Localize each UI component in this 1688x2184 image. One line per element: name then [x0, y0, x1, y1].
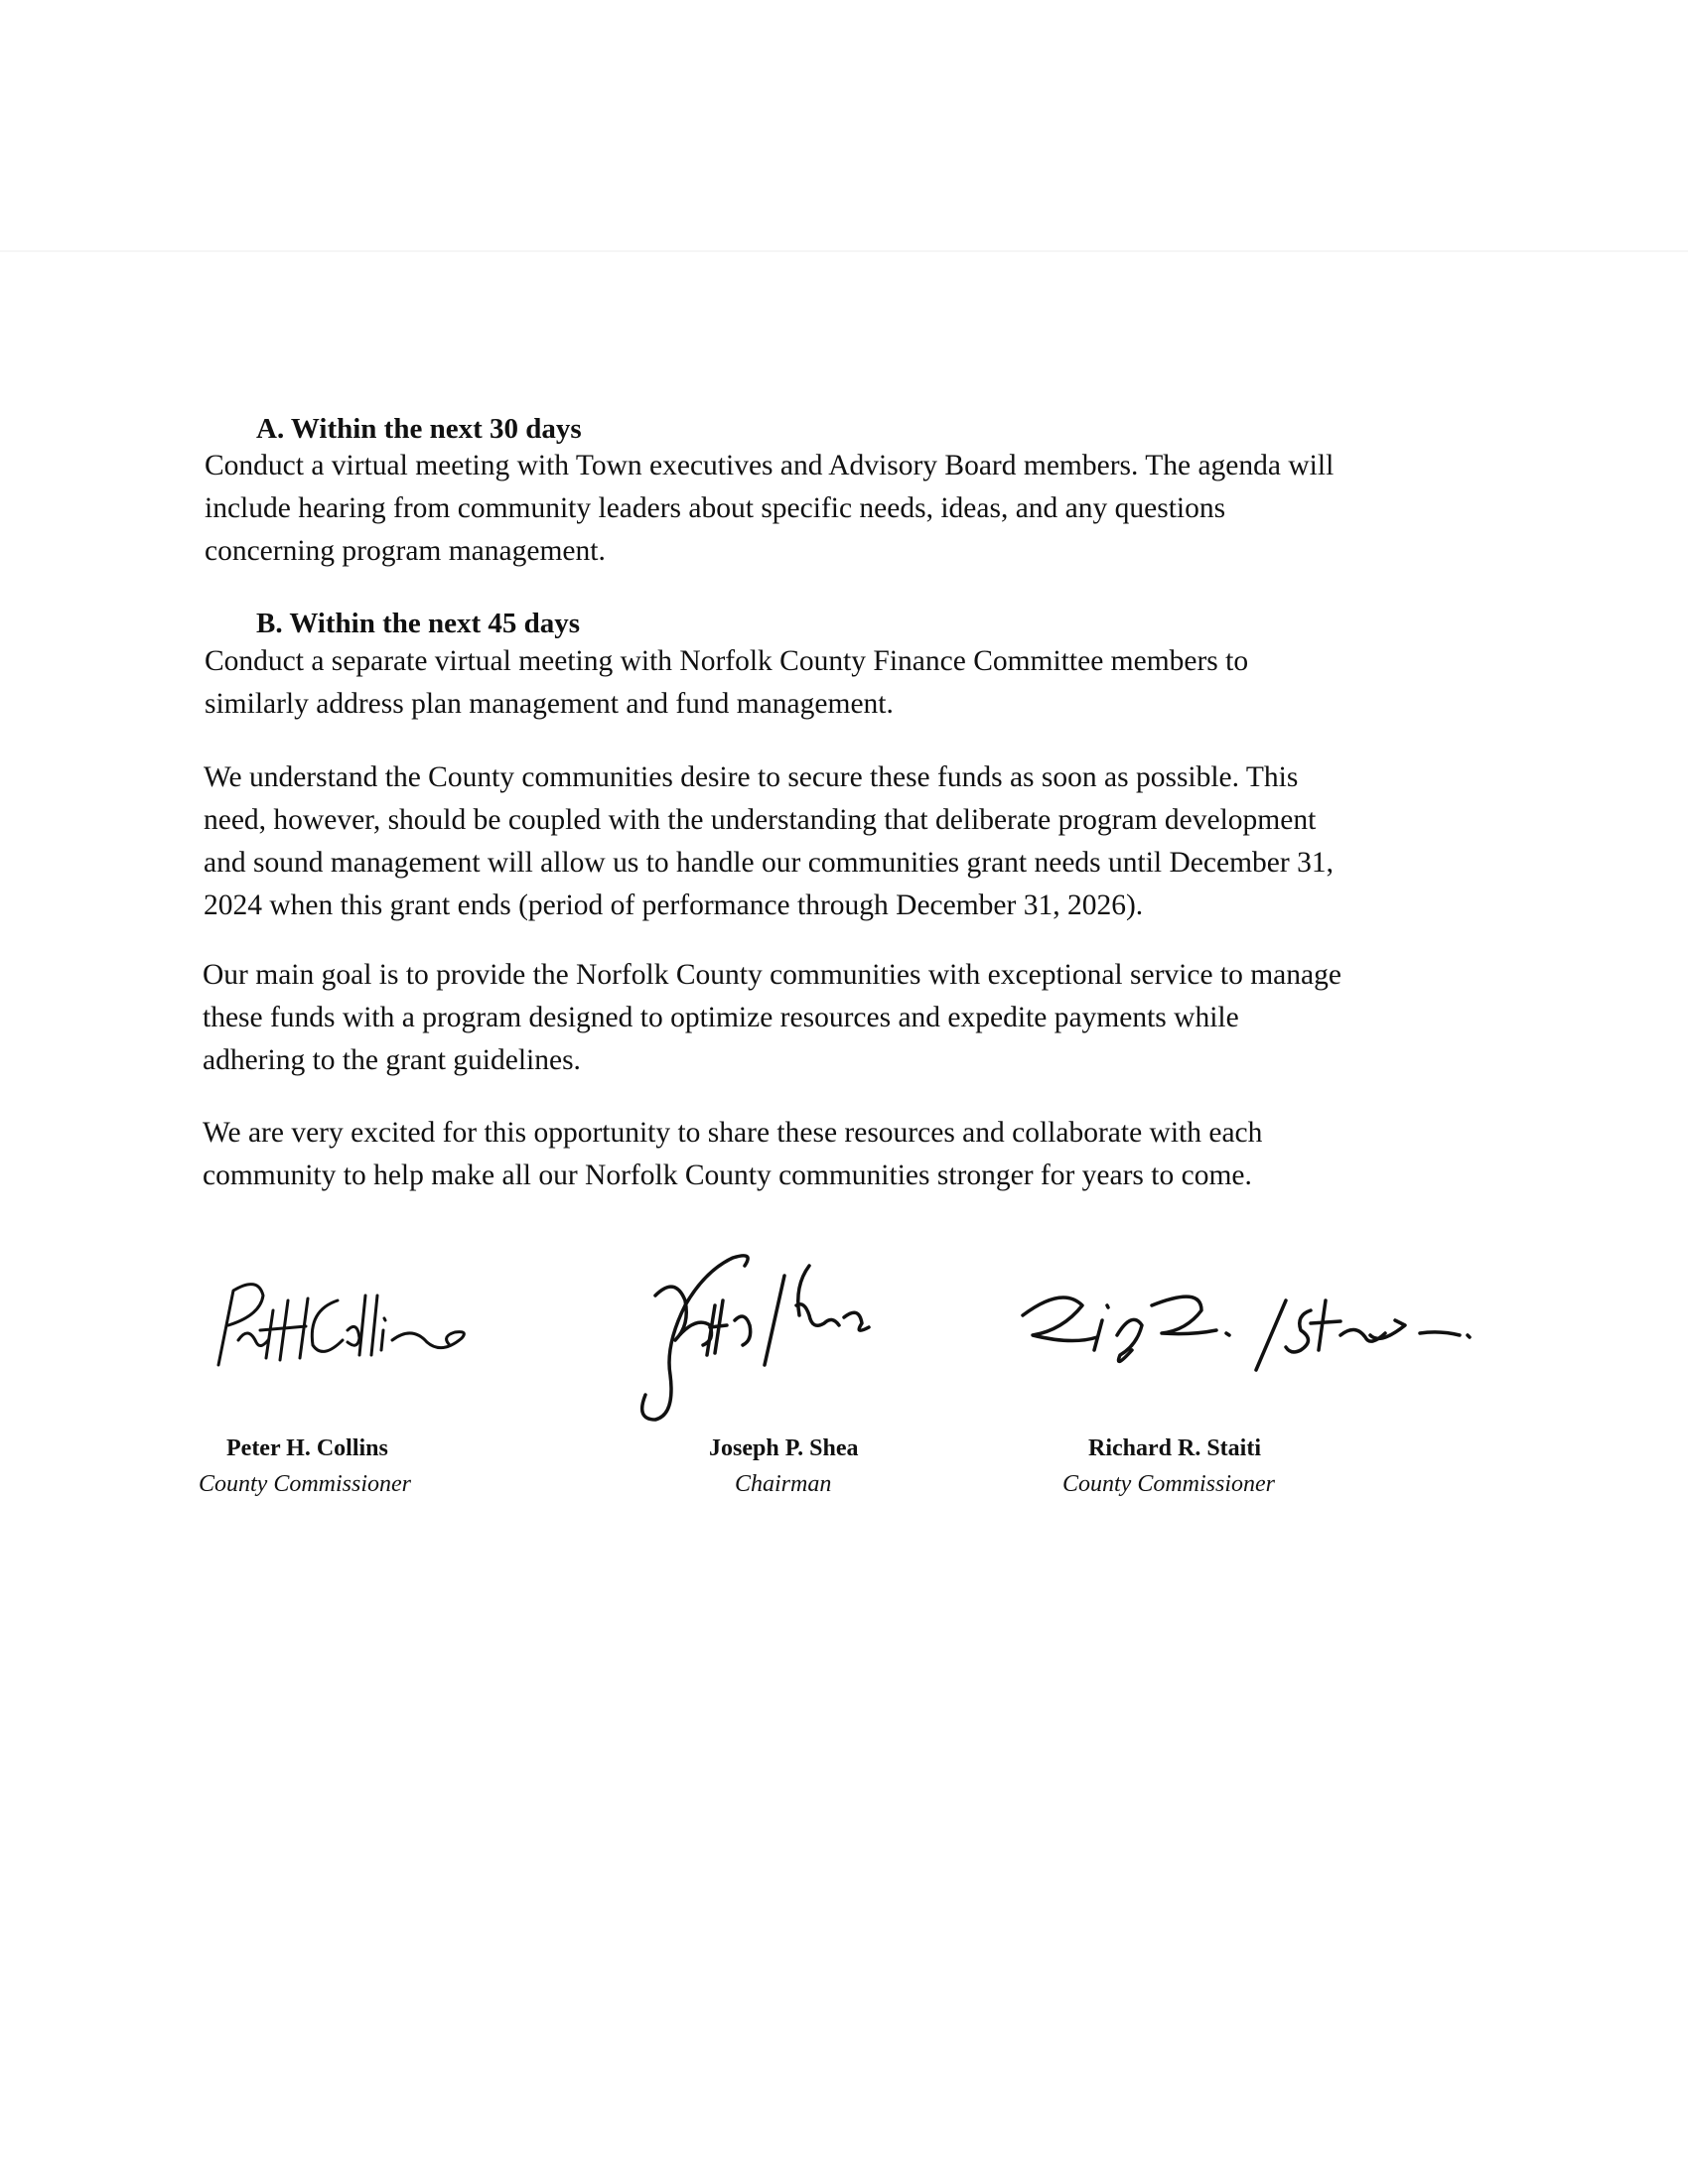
- signature-shea-image: [616, 1246, 943, 1425]
- section-a-body: Conduct a virtual meeting with Town executives and Advisory Board members. The agenda will include hearing from community leaders about specific needs, ideas, and any questions concerning program management.: [205, 450, 1335, 567]
- signatory-3-title: County Commissioner: [1062, 1471, 1276, 1497]
- paragraph-funds-timing: We understand the County communities desire to secure these funds as soon as possible. This need, however, should be coupled with the understanding that deliberate program development and sound management will allow us to handle our communities grant needs until December 31, 2024 when this grant ends (period of performance through December 31, 2026).: [204, 761, 1334, 921]
- signatory-2-name: Joseph P. Shea: [709, 1435, 859, 1461]
- section-a-heading: A. Within the next 30 days: [256, 413, 582, 445]
- paragraph-closing: We are very excited for this opportunity to share these resources and collaborate with each community to help make all our Norfolk County communities stronger for years to come.: [203, 1117, 1263, 1191]
- signature-collins-image: [189, 1271, 487, 1380]
- signatory-1-name: Peter H. Collins: [226, 1435, 388, 1461]
- scan-artifact-line: [0, 250, 1688, 252]
- signatory-2-title: Chairman: [735, 1471, 832, 1497]
- signatory-1-title: County Commissioner: [199, 1471, 412, 1497]
- section-b-body: Conduct a separate virtual meeting with Norfolk County Finance Committee members to similarly address plan management and fund management.: [205, 645, 1249, 720]
- signatory-3-name: Richard R. Staiti: [1088, 1435, 1261, 1461]
- paragraph-main-goal: Our main goal is to provide the Norfolk County communities with exceptional service to manage these funds with a program designed to optimize resources and expedite payments while adhering to the grant guidelines.: [203, 959, 1341, 1076]
- signature-staiti-image: [1003, 1276, 1489, 1385]
- section-b-heading: B. Within the next 45 days: [256, 608, 581, 639]
